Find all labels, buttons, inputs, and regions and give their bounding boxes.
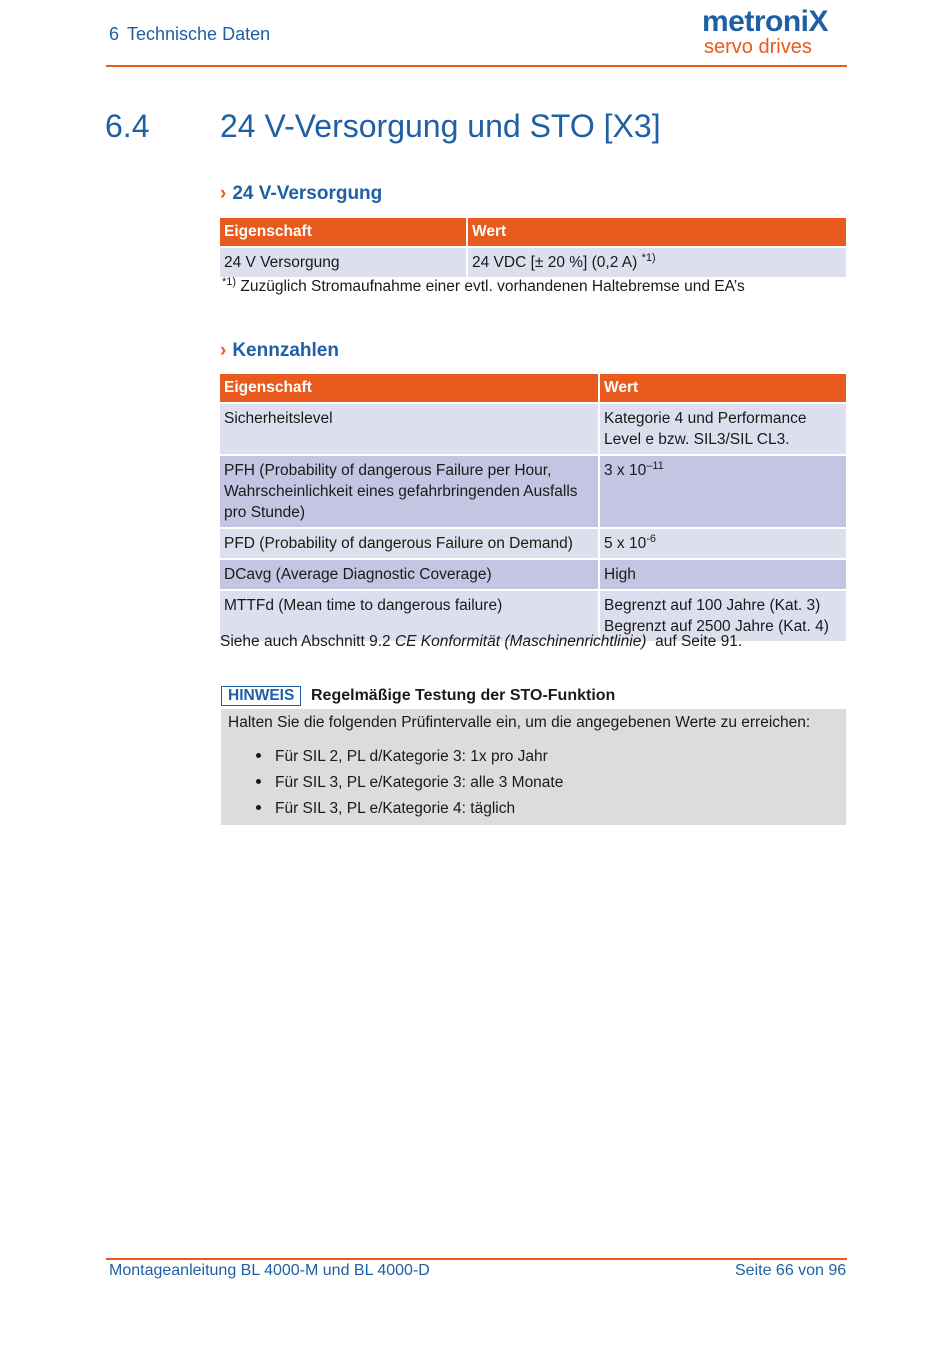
table-row <box>220 528 846 559</box>
logo-x: X <box>808 5 829 38</box>
list-item: Für SIL 2, PL d/Kategorie 3: 1x pro Jahr <box>256 748 548 766</box>
see-also-link[interactable]: CE Konformität (Maschinenrichtlinie) <box>394 633 647 650</box>
see-also-suffix: auf Seite 91. <box>646 633 743 650</box>
footer-document-title: Montageanleitung BL 4000-M und BL 4000-D <box>109 1262 430 1279</box>
footer-page-number: Seite 66 von 96 <box>735 1262 847 1279</box>
row-value: Begrenzt auf 100 Jahre (Kat. 3) Begrenzt auf 2500 Jahre (Kat. 4) <box>599 590 846 641</box>
kennzahlen-heading <box>220 340 339 362</box>
supply-row-label: 24 V Versorgung <box>220 247 467 277</box>
header-rule <box>106 65 847 67</box>
bullet-icon <box>256 779 261 784</box>
note-title: Regelmäßige Testung der STO-Funktion <box>311 687 616 704</box>
supply-row-value: 24 VDC [± 20 %] (0,2 A) $^{*1)}$ <box>467 247 846 277</box>
section-title: 24 V-Versorgung und STO [X3] <box>220 108 661 144</box>
kennzahlen-col-value: Wert <box>599 374 846 403</box>
chapter-number: 6 <box>109 24 120 44</box>
supply-col-value: Wert <box>467 218 846 247</box>
bullet-icon <box>256 805 261 810</box>
chevron-right-icon: › <box>220 340 227 361</box>
footnote-marker: *1) <box>222 275 237 288</box>
row-label: Sicherheitslevel <box>220 403 599 455</box>
chapter-title: Technische Daten <box>127 24 271 44</box>
table-row <box>220 559 846 590</box>
table-row <box>220 247 846 277</box>
logo-tagline: servo drives <box>704 36 812 58</box>
row-value: 5 x $10^{-6}$ <box>599 528 846 559</box>
row-value: High <box>599 559 846 590</box>
row-value: Kategorie 4 und Performance Level e bzw. SIL3/SIL CL3. <box>599 403 846 455</box>
supply-col-property: Eigenschaft <box>220 218 467 247</box>
footer-rule <box>106 1258 847 1260</box>
footnote <box>222 275 745 296</box>
kennzahlen-col-property: Eigenschaft <box>220 374 599 403</box>
supply-table <box>220 218 846 277</box>
list-item: Für SIL 3, PL e/Kategorie 3: alle 3 Monate <box>256 774 563 792</box>
row-label: PFD (Probability of dangerous Failure on Demand) <box>220 528 599 559</box>
see-also-prefix: Siehe auch Abschnitt 9.2 <box>220 633 395 650</box>
row-label: PFH (Probability of dangerous Failure per Hour, Wahrscheinlichkeit eines gefahrbringenden Ausfalls pro Stunde) <box>220 455 599 528</box>
note-intro: Halten Sie die folgenden Prüfintervalle ein, um die angegebenen Werte zu erreichen: <box>228 714 811 731</box>
row-label: MTTFd (Mean time to dangerous failure) <box>220 590 599 641</box>
kennzahlen-heading-text: Kennzahlen <box>232 340 339 361</box>
table-row <box>220 403 846 455</box>
note-badge: HINWEIS <box>221 686 301 706</box>
see-also-reference <box>220 633 742 651</box>
metronix-logo <box>702 6 847 58</box>
logo-wordmark: metroni <box>702 5 809 38</box>
footnote-ref: *1) <box>641 251 656 264</box>
bullet-icon <box>256 753 261 758</box>
running-header <box>109 24 270 45</box>
supply-heading-text: 24 V-Versorgung <box>232 183 383 204</box>
section-number: 6.4 <box>105 108 150 144</box>
footnote-text: Zuzüglich Stromaufnahme einer evtl. vorhandenen Haltebremse und EA’s <box>240 278 745 295</box>
kennzahlen-table <box>220 374 846 641</box>
row-label: DCavg (Average Diagnostic Coverage) <box>220 559 599 590</box>
list-item: Für SIL 3, PL e/Kategorie 4: täglich <box>256 800 515 818</box>
chevron-right-icon: › <box>220 183 227 204</box>
supply-heading <box>220 183 382 205</box>
table-row <box>220 455 846 528</box>
row-value: 3 x $10^{-11}$ <box>599 455 846 528</box>
